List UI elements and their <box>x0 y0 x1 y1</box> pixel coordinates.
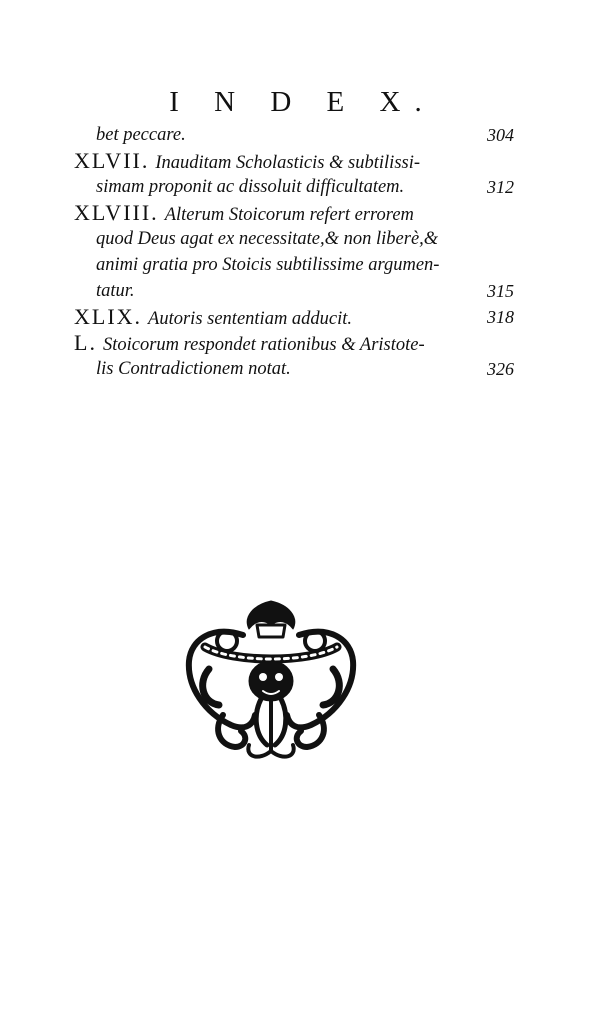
entry-text: quod Deus agat ex necessitate,& non liberè,& <box>96 229 439 249</box>
entry-page-number: 304 <box>487 125 514 145</box>
entry-line <box>74 252 514 278</box>
printers-ornament-icon <box>183 595 359 767</box>
entry-line <box>74 122 514 148</box>
entry-text: Stoicorum respondet rationibus & Aristote- <box>102 335 425 355</box>
entry-numeral: L. <box>74 330 97 355</box>
entry-line <box>74 174 514 200</box>
index-entry <box>74 148 514 200</box>
entry-text: bet peccare. <box>96 125 186 145</box>
entry-line <box>74 226 514 252</box>
index-entry <box>74 122 514 148</box>
entry-page-number: 326 <box>487 359 514 379</box>
entry-page-number: 318 <box>487 307 514 327</box>
entry-page-number: 312 <box>487 177 514 197</box>
index-entry <box>74 304 514 330</box>
entry-text: animi gratia pro Stoicis subtilissime argumen- <box>96 255 440 275</box>
entry-text: tatur. <box>96 281 135 301</box>
page-header: I N D E X. <box>169 86 436 118</box>
entry-text: Inauditam Scholasticis & subtilissi- <box>155 153 421 173</box>
entry-text: lis Contradictionem notat. <box>96 359 291 379</box>
entry-line <box>74 278 514 304</box>
entry-line <box>74 330 514 356</box>
entry-line <box>74 356 514 382</box>
entry-text: simam proponit ac dissoluit difficultatem. <box>96 177 405 197</box>
entry-numeral: XLIX. <box>74 304 143 329</box>
entry-page-number: 315 <box>487 281 514 301</box>
entry-line <box>74 148 514 174</box>
entry-text: Alterum Stoicorum refert errorem <box>164 205 414 225</box>
entry-line <box>74 304 514 330</box>
entry-text: Autoris sententiam adducit. <box>148 309 353 329</box>
index-entries <box>74 122 514 382</box>
entry-numeral: XLVIII. <box>74 200 159 225</box>
index-entry <box>74 330 514 382</box>
entry-numeral: XLVII. <box>74 148 150 173</box>
entry-line <box>74 200 514 226</box>
index-entry <box>74 200 514 304</box>
